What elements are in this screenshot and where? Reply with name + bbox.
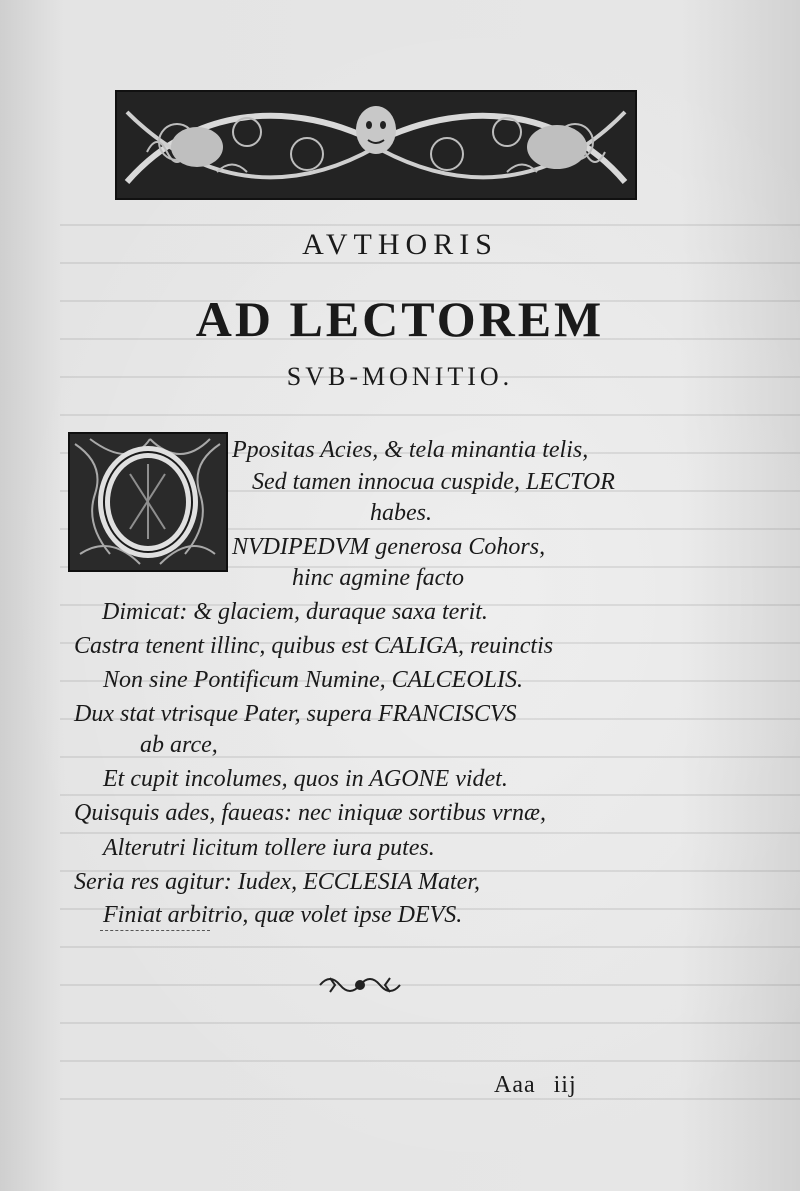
poem-line-6: Dimicat: & glaciem, duraque saxa terit. (102, 599, 488, 625)
fleuron-ornament-icon (315, 970, 405, 1000)
poem-line-3: habes. (370, 500, 432, 526)
signature-letters: Aaa (494, 1072, 536, 1098)
poem-line-13: Alterutri licitum tollere iura putes. (103, 835, 435, 861)
poem-line-7: Castra tenent illinc, quibus est CALIGA, reuinctis (74, 633, 554, 659)
poem-line-11: Et cupit incolumes, quos in AGONE videt. (103, 766, 508, 792)
page-number: iij (553, 1072, 577, 1098)
ornamental-headpiece (115, 90, 637, 200)
poem-line-1: Ppositas Acies, & tela minantia telis, (232, 437, 589, 463)
poem-line-2: Sed tamen innocua cuspide, LECTOR (252, 469, 615, 495)
poem-line-14: Seria res agitur: Iudex, ECCLESIA Mater, (74, 869, 480, 895)
poem-line-8: Non sine Pontificum Numine, CALCEOLIS. (103, 667, 523, 693)
heading-line-1: AVTHORIS (302, 228, 498, 261)
poem-line-15: Finiat arbitrio, quæ volet ipse DEVS. (103, 902, 463, 928)
heading-line-2: AD LECTOREM (195, 291, 605, 347)
closing-rule (100, 930, 210, 931)
decorated-initial-o-icon (68, 432, 228, 572)
poem-line-10: ab arce, (140, 732, 218, 758)
signature-mark (494, 1072, 577, 1099)
poem-line-5: hinc agmine facto (292, 565, 464, 591)
poem-line-4: NVDIPEDVM generosa Cohors, (232, 534, 546, 560)
heading-line-3: SVB-MONITIO. (286, 362, 514, 391)
poem-line-9: Dux stat vtrisque Pater, supera FRANCISCVS (74, 701, 517, 727)
poem-line-12: Quisquis ades, faueas: nec iniquæ sortibus vrnæ, (74, 800, 546, 826)
